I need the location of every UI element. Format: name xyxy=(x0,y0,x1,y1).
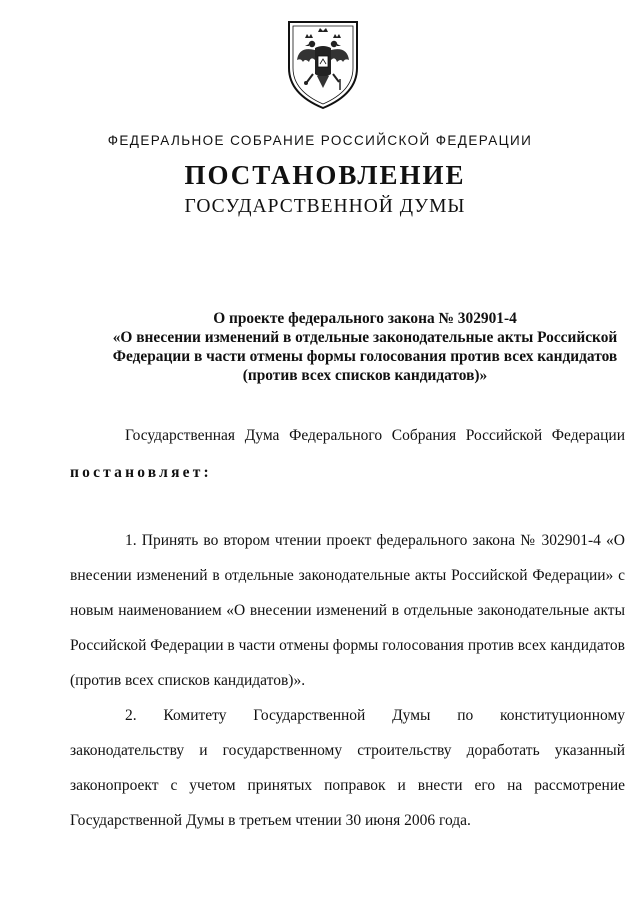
resolves-word: постановляет: xyxy=(70,464,212,481)
resolution-item: 1. Принять во втором чтении проект федерального закона № 302901-4 «О внесении изменений в отдельные законодательные акты Российской Федерации» с новым наименованием «О внесении изменений в отдельные законодательные акты Российской Федерации в части отмены формы голосования против всех кандидатов (против всех списков кандидатов)». xyxy=(70,532,625,689)
subject-line: О проекте федерального закона № 302901-4 xyxy=(213,310,517,327)
organization-name: ФЕДЕРАЛЬНОЕ СОБРАНИЕ РОССИЙСКОЙ ФЕДЕРАЦИИ xyxy=(107,133,533,148)
preamble: Государственная Дума Федерального Собрания Российской Федерации xyxy=(125,427,625,444)
document-subject xyxy=(95,309,635,385)
resolution-item: 2. Комитету Государственной Думы по конституционному законодательству и государственному строительству доработать указанный законопроект с учетом принятых поправок и внести его на рассмотрение Государственной Думы в третьем чтении 30 июня 2006 года. xyxy=(70,707,625,829)
issuer-name: ГОСУДАРСТВЕННОЙ ДУМЫ xyxy=(184,196,466,217)
subject-line: (против всех списков кандидатов)» xyxy=(242,367,488,384)
subject-line: «О внесении изменений в отдельные законодательные акты Российской xyxy=(112,329,618,346)
subject-line: Федерации в части отмены формы голосования против всех кандидатов xyxy=(112,348,618,365)
document-type: ПОСТАНОВЛЕНИЕ xyxy=(184,160,466,190)
russian-coat-of-arms-icon xyxy=(285,16,361,112)
